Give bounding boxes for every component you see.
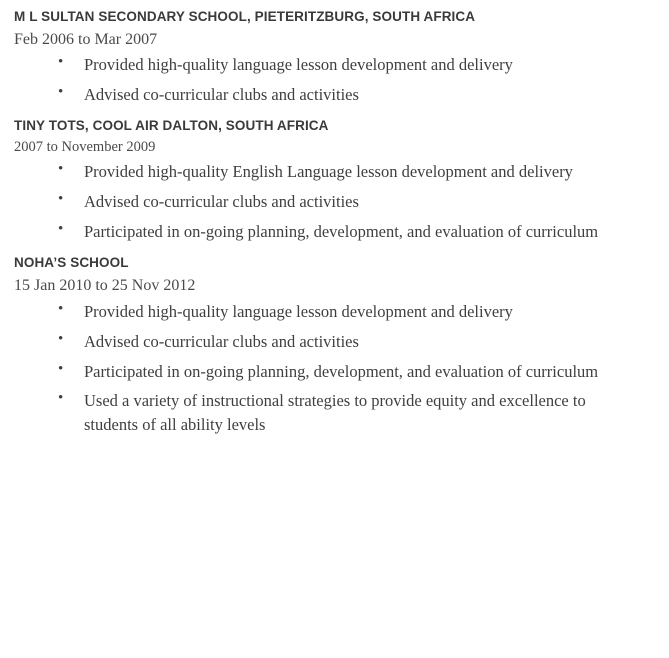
responsibility-list: [14, 300, 655, 438]
list-item: • Advised co-curricular clubs and activities: [54, 190, 604, 214]
list-item: • Used a variety of instructional strategies to provide equity and excellence to students of all ability levels: [54, 389, 604, 437]
list-item: • Advised co-curricular clubs and activities: [54, 330, 604, 354]
list-item: • Provided high-quality language lesson development and delivery: [54, 300, 604, 324]
responsibility-list: [14, 53, 655, 107]
experience-entry: [14, 254, 655, 437]
responsibility-list: [14, 160, 655, 244]
list-item: • Participated in on-going planning, development, and evaluation of curriculum: [54, 360, 604, 384]
list-item: • Provided high-quality English Language lesson development and delivery: [54, 160, 604, 184]
employer-name: TINY TOTS, COOL AIR DALTON, SOUTH AFRICA: [14, 118, 329, 134]
experience-entry: [14, 117, 655, 244]
employment-dates: 2007 to November 2009: [14, 139, 156, 156]
employment-dates: 15 Jan 2010 to 25 Nov 2012: [14, 277, 196, 295]
employer-name: M L SULTAN SECONDARY SCHOOL, PIETERITZBURG, SOUTH AFRICA: [14, 9, 476, 24]
employment-dates: Feb 2006 to Mar 2007: [14, 31, 158, 49]
list-item: • Participated in on-going planning, development, and evaluation of curriculum: [54, 220, 604, 244]
employer-name: NOHA’S SCHOOL: [14, 255, 129, 271]
list-item: • Provided high-quality language lesson development and delivery: [54, 53, 604, 77]
experience-entry: [14, 8, 655, 107]
list-item: • Advised co-curricular clubs and activities: [54, 83, 604, 107]
